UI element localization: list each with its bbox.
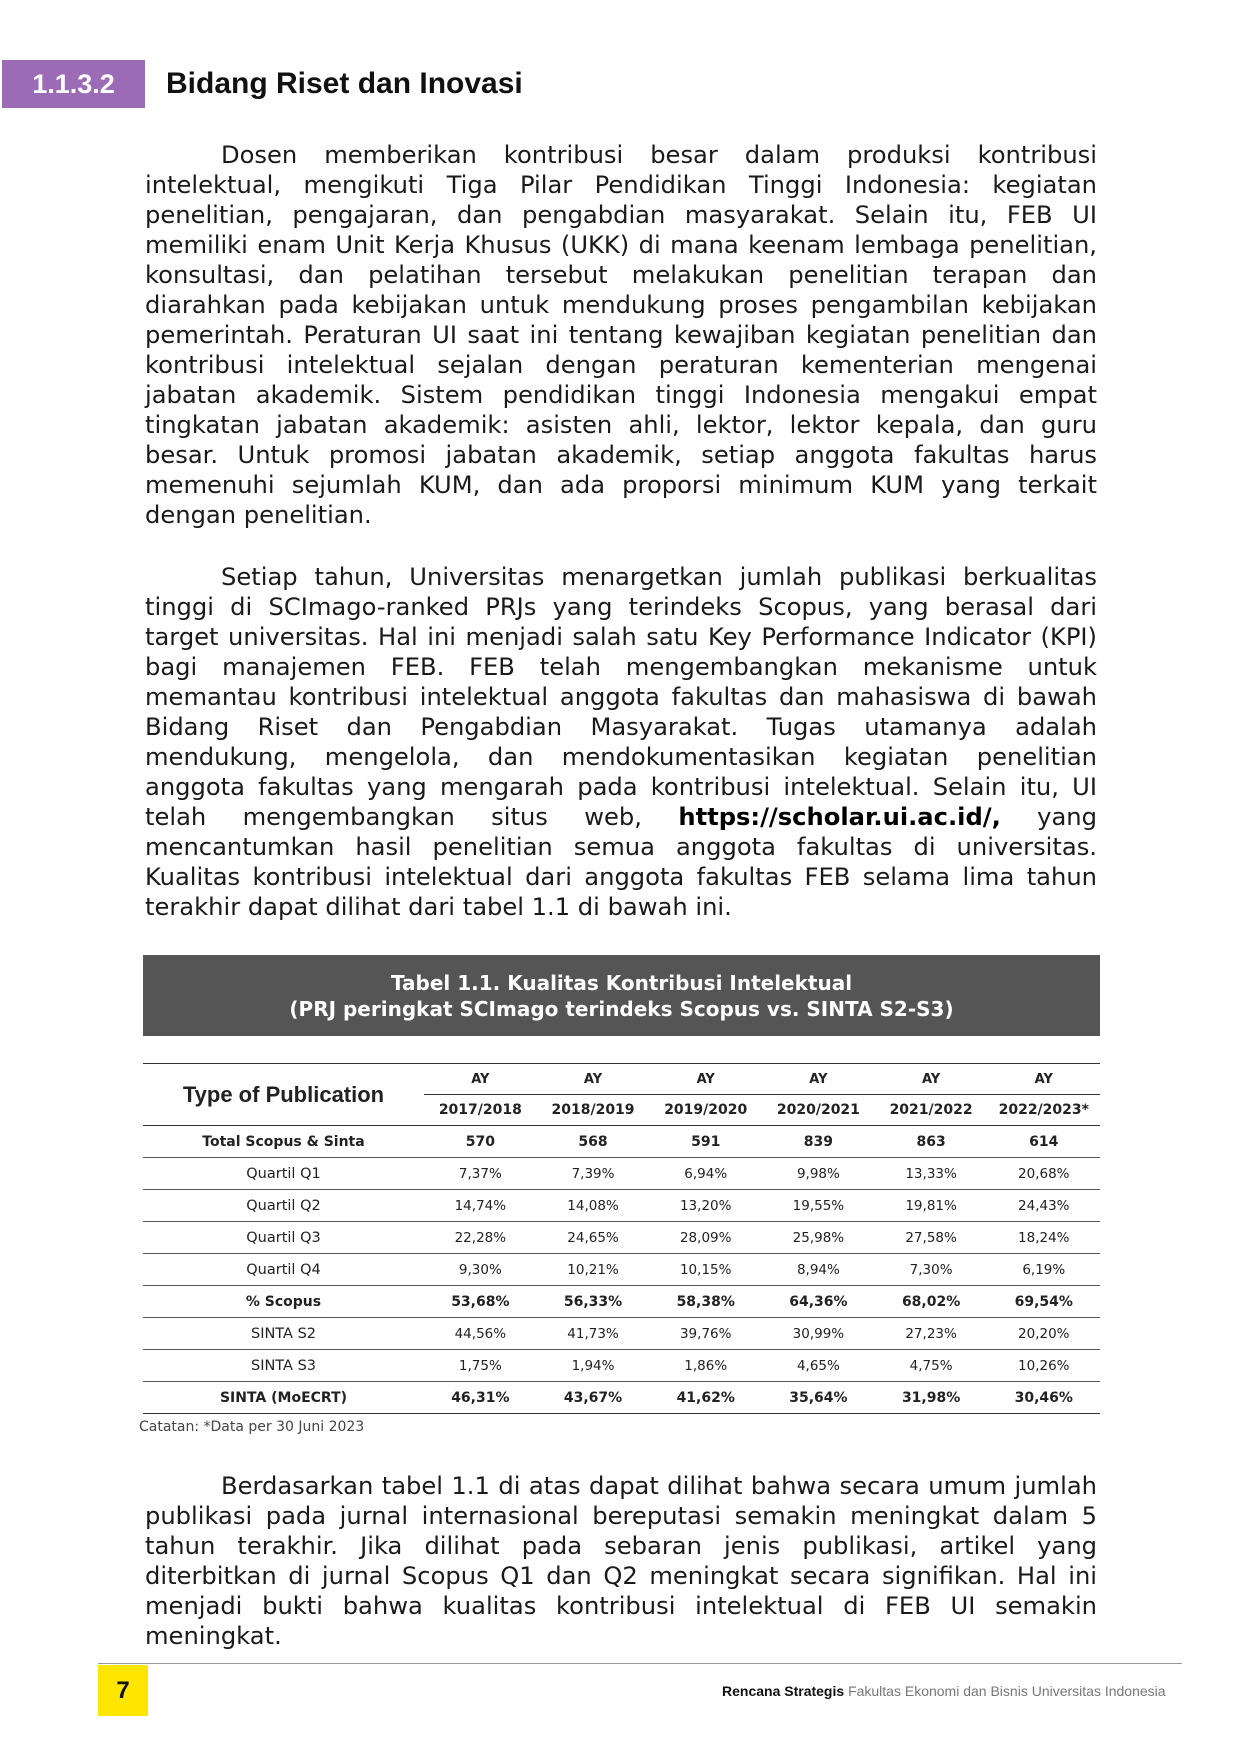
table-cell: 20,68%	[987, 1158, 1100, 1190]
table-cell: 4,65%	[762, 1350, 875, 1382]
table-cell: 64,36%	[762, 1286, 875, 1318]
table-cell: 24,65%	[537, 1222, 650, 1254]
footer-document-title	[722, 1683, 1166, 1699]
year-header: 2019/2020	[649, 1095, 762, 1126]
table-cell: 14,08%	[537, 1190, 650, 1222]
table-cell: 22,28%	[424, 1222, 537, 1254]
table-cell: 58,38%	[649, 1286, 762, 1318]
row-label: Quartil Q2	[143, 1190, 424, 1222]
table-cell: 4,75%	[875, 1350, 988, 1382]
ay-label: AY	[875, 1064, 988, 1095]
year-header: 2017/2018	[424, 1095, 537, 1126]
table-cell: 13,20%	[649, 1190, 762, 1222]
paragraph-conclusion	[145, 1471, 1097, 1651]
footer-divider	[98, 1663, 1182, 1664]
footer-org-name: Fakultas Ekonomi dan Bisnis Universitas Indonesia	[848, 1683, 1166, 1699]
table-note: Catatan: *Data per 30 Juni 2023	[139, 1419, 365, 1435]
table-row	[143, 1382, 1100, 1414]
table-cell: 7,37%	[424, 1158, 537, 1190]
table-row	[143, 1254, 1100, 1286]
table-cell: 41,62%	[649, 1382, 762, 1414]
type-of-publication-header: Type of Publication	[143, 1064, 424, 1126]
table-row	[143, 1190, 1100, 1222]
table-row	[143, 1222, 1100, 1254]
page-number: 7	[98, 1665, 148, 1716]
ay-label: AY	[987, 1064, 1100, 1095]
table-row	[143, 1126, 1100, 1158]
table-cell: 570	[424, 1126, 537, 1158]
table-cell: 18,24%	[987, 1222, 1100, 1254]
year-header: 2018/2019	[537, 1095, 650, 1126]
table-cell: 614	[987, 1126, 1100, 1158]
ay-label: AY	[424, 1064, 537, 1095]
row-label: Quartil Q3	[143, 1222, 424, 1254]
section-title: Bidang Riset dan Inovasi	[166, 67, 523, 100]
paragraph-intro-text: Dosen memberikan kontribusi besar dalam produksi kontribusi intelektual, mengikuti Tiga Pilar Pendidikan Tinggi Indonesia: kegiatan penelitian, pengajaran, dan pengabdian masyarakat. Selain itu, FEB UI memiliki enam Unit Kerja Khusus (UKK) di mana keenam lembaga penelitian, konsultasi, dan pelatihan tersebut melakukan penelitian terapan dan diarahkan pada kebijakan untuk mendukung proses pengambilan kebijakan pemerintah. Peraturan UI saat ini tentang kewajiban kegiatan penelitian dan kontribusi intelektual sejalan dengan peraturan kementerian mengenai jabatan akademik. Sistem pendidikan tinggi Indonesia mengakui empat tingkatan jabatan akademik: asisten ahli, lektor, lektor kepala, dan guru besar. Untuk promosi jabatan akademik, setiap anggota fakultas harus memenuhi sejumlah KUM, dan ada proporsi minimum KUM yang terkait dengan penelitian.	[145, 141, 1097, 529]
table-cell: 31,98%	[875, 1382, 988, 1414]
table-cell: 19,55%	[762, 1190, 875, 1222]
table-cell: 10,21%	[537, 1254, 650, 1286]
table-cell: 20,20%	[987, 1318, 1100, 1350]
row-label: Total Scopus & Sinta	[143, 1126, 424, 1158]
table-cell: 8,94%	[762, 1254, 875, 1286]
table-cell: 43,67%	[537, 1382, 650, 1414]
paragraph-kpi-text-before: Setiap tahun, Universitas menargetkan jumlah publikasi berkualitas tinggi di SCImago-ranked PRJs yang terindeks Scopus, yang berasal dari target universitas. Hal ini menjadi salah satu Key Performance Indicator (KPI) bagi manajemen FEB. FEB telah mengembangkan mekanisme untuk memantau kontribusi intelektual anggota fakultas dan mahasiswa di bawah Bidang Riset dan Pengabdian Masyarakat. Tugas utamanya adalah mendukung, mengelola, dan mendokumentasikan kegiatan penelitian anggota fakultas yang mengarah pada kontribusi intelektual. Selain itu, UI telah mengembangkan situs web,	[145, 563, 1097, 831]
footer-doc-title: Rencana Strategis	[722, 1683, 845, 1699]
table-cell: 13,33%	[875, 1158, 988, 1190]
table-cell: 27,58%	[875, 1222, 988, 1254]
table-cell: 7,30%	[875, 1254, 988, 1286]
scholar-url-link[interactable]: https://scholar.ui.ac.id/,	[678, 803, 1001, 831]
row-label: SINTA (MoECRT)	[143, 1382, 424, 1414]
table-cell: 41,73%	[537, 1318, 650, 1350]
table-cell: 863	[875, 1126, 988, 1158]
table-cell: 9,30%	[424, 1254, 537, 1286]
table-cell: 28,09%	[649, 1222, 762, 1254]
table-header-row	[143, 1064, 1100, 1095]
paragraph-conclusion-text: Berdasarkan tabel 1.1 di atas dapat dilihat bahwa secara umum jumlah publikasi pada jurnal internasional bereputasi semakin meningkat dalam 5 tahun terakhir. Jika dilihat pada sebaran jenis publikasi, artikel yang diterbitkan di jurnal Scopus Q1 dan Q2 meningkat secara signifikan. Hal ini menjadi bukti bahwa kualitas kontribusi intelektual di FEB UI semakin meningkat.	[145, 1472, 1097, 1650]
table-cell: 69,54%	[987, 1286, 1100, 1318]
row-label: % Scopus	[143, 1286, 424, 1318]
table-cell: 1,75%	[424, 1350, 537, 1382]
year-header: 2020/2021	[762, 1095, 875, 1126]
table-cell: 39,76%	[649, 1318, 762, 1350]
table-cell: 591	[649, 1126, 762, 1158]
table-cell: 568	[537, 1126, 650, 1158]
table-cell: 19,81%	[875, 1190, 988, 1222]
table-caption-line2: (PRJ peringkat SCImago terindeks Scopus vs. SINTA S2-S3)	[289, 996, 954, 1021]
table-cell: 10,26%	[987, 1350, 1100, 1382]
table-row	[143, 1158, 1100, 1190]
publication-quality-table	[143, 1063, 1100, 1414]
row-label: SINTA S3	[143, 1350, 424, 1382]
row-label: Quartil Q4	[143, 1254, 424, 1286]
table-cell: 68,02%	[875, 1286, 988, 1318]
row-label: Quartil Q1	[143, 1158, 424, 1190]
table-cell: 27,23%	[875, 1318, 988, 1350]
table-cell: 10,15%	[649, 1254, 762, 1286]
table-cell: 6,94%	[649, 1158, 762, 1190]
paragraph-kpi	[145, 562, 1097, 922]
table-caption	[143, 955, 1100, 1036]
row-label: SINTA S2	[143, 1318, 424, 1350]
table-cell: 44,56%	[424, 1318, 537, 1350]
table-cell: 46,31%	[424, 1382, 537, 1414]
table-cell: 53,68%	[424, 1286, 537, 1318]
year-header: 2021/2022	[875, 1095, 988, 1126]
table-row	[143, 1286, 1100, 1318]
table-caption-line1: Tabel 1.1. Kualitas Kontribusi Intelektual	[390, 970, 853, 995]
table-cell: 9,98%	[762, 1158, 875, 1190]
table-cell: 1,86%	[649, 1350, 762, 1382]
section-number-badge: 1.1.3.2	[2, 60, 145, 108]
table-cell: 7,39%	[537, 1158, 650, 1190]
table-cell: 14,74%	[424, 1190, 537, 1222]
paragraph-intro	[145, 140, 1097, 530]
table-cell: 30,99%	[762, 1318, 875, 1350]
ay-label: AY	[762, 1064, 875, 1095]
ay-label: AY	[649, 1064, 762, 1095]
table-cell: 6,19%	[987, 1254, 1100, 1286]
table-cell: 56,33%	[537, 1286, 650, 1318]
ay-label: AY	[537, 1064, 650, 1095]
table-cell: 30,46%	[987, 1382, 1100, 1414]
paragraph-kpi-text-after: yang mencantumkan hasil penelitian semua anggota fakultas di universitas. Kualitas kontribusi intelektual dari anggota fakultas FEB selama lima tahun terakhir dapat dilihat dari tabel 1.1 di bawah ini.	[145, 803, 1097, 921]
table-cell: 1,94%	[537, 1350, 650, 1382]
year-header: 2022/2023*	[987, 1095, 1100, 1126]
table-cell: 25,98%	[762, 1222, 875, 1254]
table-row	[143, 1350, 1100, 1382]
table-row	[143, 1318, 1100, 1350]
table-cell: 24,43%	[987, 1190, 1100, 1222]
table-cell: 35,64%	[762, 1382, 875, 1414]
table-cell: 839	[762, 1126, 875, 1158]
